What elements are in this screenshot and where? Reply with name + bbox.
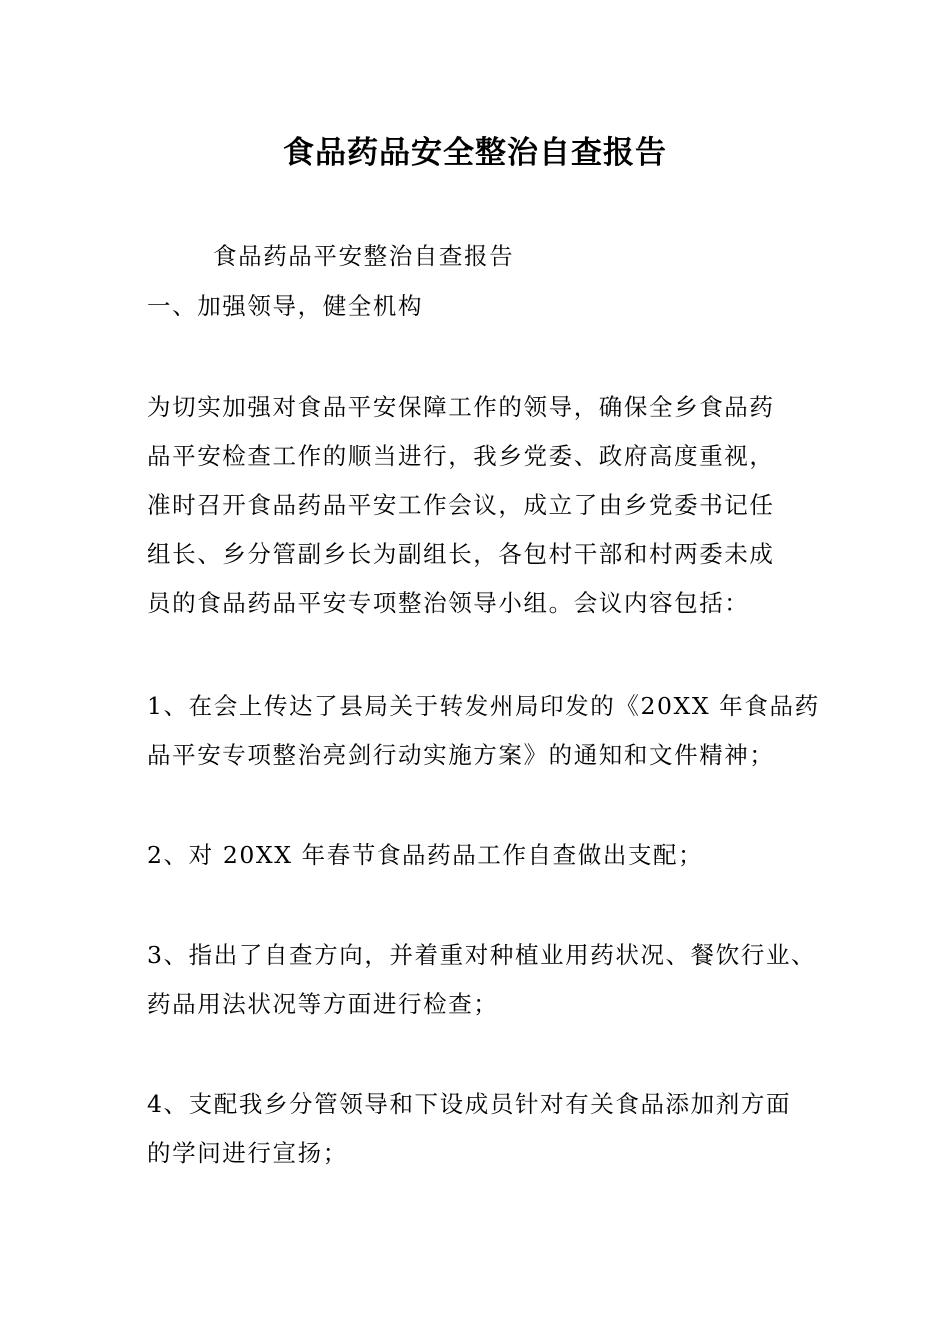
- paragraph-line: 员的食品药品平安专项整治领导小组。会议内容包括：: [147, 589, 750, 617]
- list-item-line: 3、指出了自查方向，并着重对种植业用药状况、餐饮行业、: [147, 941, 817, 969]
- document-title: 食品药品安全整治自查报告: [283, 135, 667, 171]
- list-item-3: [147, 931, 837, 1029]
- paragraph-line: 品平安检查工作的顺当进行，我乡党委、政府高度重视，: [147, 442, 775, 470]
- list-item-2: [147, 831, 837, 880]
- paragraph-line: 准时召开食品药品平安工作会议，成立了由乡党委书记任: [147, 491, 775, 519]
- list-item-line: 药品用法状况等方面进行检查；: [147, 990, 499, 1018]
- paragraph-line: 组长、乡分管副乡长为副组长，各包村干部和村两委未成: [147, 540, 775, 568]
- section-heading-1: 一、加强领导，健全机构: [147, 292, 424, 320]
- list-item-line: 品平安专项整治亮剑行动实施方案》的通知和文件精神；: [147, 741, 775, 769]
- document-subtitle: 食品药品平安整治自查报告: [213, 242, 515, 270]
- list-item-line: 1、在会上传达了县局关于转发州局印发的《20XX 年食品药: [147, 692, 820, 720]
- list-item-line: 4、支配我乡分管领导和下设成员针对有关食品添加剂方面: [147, 1090, 792, 1118]
- list-item-line: 的学问进行宣扬；: [147, 1139, 348, 1167]
- paragraph-line: 为切实加强对食品平安保障工作的领导，确保全乡食品药: [147, 393, 775, 421]
- list-item-line: 2、对 20XX 年春节食品药品工作自查做出支配；: [147, 841, 704, 869]
- paragraph-1: [147, 383, 837, 628]
- list-item-4: [147, 1080, 837, 1178]
- list-item-1: [147, 682, 837, 780]
